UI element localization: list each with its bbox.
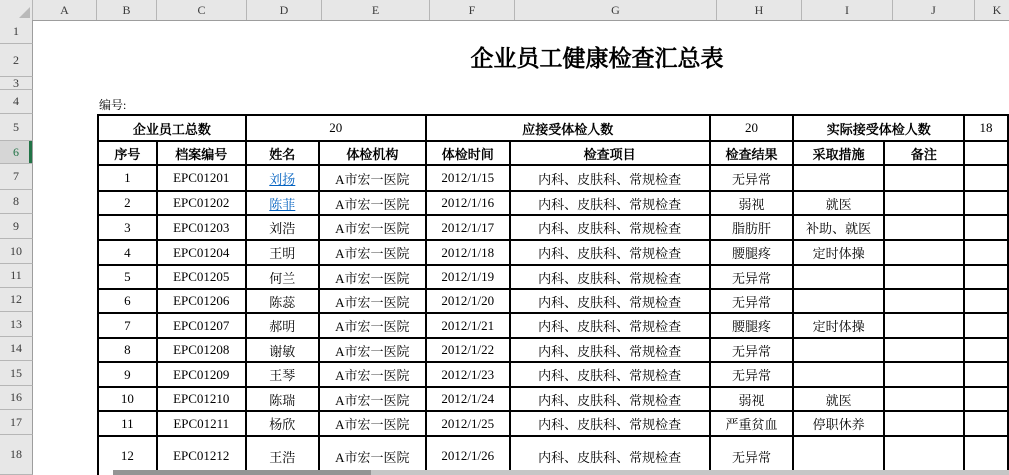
k-column-spacer	[964, 141, 1008, 165]
result-cell[interactable]: 无异常	[710, 265, 794, 289]
employee-name-link[interactable]: 刘扬	[269, 171, 296, 187]
row-header-2[interactable]: 2	[0, 44, 33, 77]
serial-cell[interactable]: 9	[98, 362, 157, 387]
table-header-cell-7[interactable]: 采取措施	[793, 141, 883, 165]
row-header-16[interactable]: 16	[0, 386, 33, 410]
note-cell[interactable]	[884, 265, 964, 289]
result-cell[interactable]: 严重贫血	[710, 411, 794, 436]
date-cell[interactable]: 2012/1/21	[426, 313, 510, 338]
table-row	[98, 215, 1008, 240]
sheet-title[interactable]: 企业员工健康检查汇总表	[470, 46, 724, 71]
k-column-spacer	[964, 411, 1008, 436]
date-cell[interactable]: 2012/1/19	[426, 265, 510, 289]
column-header-C[interactable]: C	[157, 0, 247, 20]
hospital-cell[interactable]: A市宏一医院	[319, 215, 426, 240]
file-no-cell[interactable]: EPC01207	[157, 313, 246, 338]
name-cell[interactable]: 陈瑞	[246, 387, 319, 411]
column-header-I[interactable]: I	[802, 0, 893, 20]
name-cell[interactable]: 陈蕊	[246, 289, 319, 313]
date-cell[interactable]: 2012/1/24	[426, 387, 510, 411]
k-column-spacer	[964, 240, 1008, 265]
measure-cell[interactable]: 停职休养	[793, 411, 883, 436]
k-column-spacer	[964, 165, 1008, 191]
row-header-13[interactable]: 13	[0, 312, 33, 337]
hospital-cell[interactable]: A市宏一医院	[319, 362, 426, 387]
date-cell[interactable]: 2012/1/23	[426, 362, 510, 387]
column-header-D[interactable]: D	[247, 0, 322, 20]
column-header-strip	[0, 0, 1009, 21]
measure-cell[interactable]: 就医	[793, 387, 883, 411]
row-header-11[interactable]: 11	[0, 264, 33, 288]
items-cell[interactable]: 内科、皮肤科、常规检查	[510, 411, 710, 436]
items-cell[interactable]: 内科、皮肤科、常规检查	[510, 362, 710, 387]
hospital-cell[interactable]: A市宏一医院	[319, 165, 426, 191]
file-no-cell[interactable]: EPC01201	[157, 165, 246, 191]
note-cell[interactable]	[884, 191, 964, 215]
hospital-cell[interactable]: A市宏一医院	[319, 265, 426, 289]
items-cell[interactable]: 内科、皮肤科、常规检查	[510, 215, 710, 240]
note-cell[interactable]	[884, 313, 964, 338]
file-no-cell[interactable]: EPC01211	[157, 411, 246, 436]
table-row	[98, 265, 1008, 289]
measure-cell[interactable]: 定时体操	[793, 313, 883, 338]
table-row	[98, 313, 1008, 338]
row-header-15[interactable]: 15	[0, 361, 33, 386]
file-no-cell[interactable]: EPC01206	[157, 289, 246, 313]
table-header-cell-6[interactable]: 检查结果	[710, 141, 794, 165]
k-column-spacer	[964, 338, 1008, 362]
name-cell[interactable]: 王明	[246, 240, 319, 265]
date-cell[interactable]: 2012/1/16	[426, 191, 510, 215]
table-row	[98, 289, 1008, 313]
hospital-cell[interactable]: A市宏一医院	[319, 387, 426, 411]
table-row	[98, 387, 1008, 411]
row-header-5[interactable]: 5	[0, 114, 33, 141]
row-header-12[interactable]: 12	[0, 288, 33, 312]
row-header-7[interactable]: 7	[0, 164, 33, 190]
measure-cell[interactable]: 定时体操	[793, 240, 883, 265]
table-row	[98, 191, 1008, 215]
hospital-cell[interactable]: A市宏一医院	[319, 313, 426, 338]
row-header-strip	[0, 20, 33, 475]
employee-name-link[interactable]: 陈菲	[269, 196, 296, 212]
note-cell[interactable]	[884, 215, 964, 240]
name-cell[interactable]: 何兰	[246, 265, 319, 289]
actual-checkup-value[interactable]: 18	[964, 115, 1008, 141]
table-row	[98, 338, 1008, 362]
total-employees-value[interactable]: 20	[246, 115, 426, 141]
result-cell[interactable]: 腰腿疼	[710, 313, 794, 338]
serial-cell[interactable]: 1	[98, 165, 157, 191]
serial-cell[interactable]: 3	[98, 215, 157, 240]
summary-row	[98, 115, 1008, 141]
row-header-8[interactable]: 8	[0, 190, 33, 214]
name-cell[interactable]	[246, 191, 319, 215]
measure-cell[interactable]	[793, 165, 883, 191]
date-cell[interactable]: 2012/1/17	[426, 215, 510, 240]
horizontal-scrollbar-thumb[interactable]	[113, 470, 371, 475]
hospital-cell[interactable]: A市宏一医院	[319, 289, 426, 313]
table-header-cell-1[interactable]: 档案编号	[157, 141, 246, 165]
note-cell[interactable]	[884, 240, 964, 265]
name-cell[interactable]: 郝明	[246, 313, 319, 338]
select-all-corner[interactable]	[0, 0, 33, 20]
table-row	[98, 165, 1008, 191]
column-header-A[interactable]: A	[33, 0, 97, 20]
row-header-9[interactable]: 9	[0, 214, 33, 239]
result-cell[interactable]: 腰腿疼	[710, 240, 794, 265]
items-cell[interactable]: 内科、皮肤科、常规检查	[510, 436, 710, 475]
total-employees-label[interactable]: 企业员工总数	[98, 115, 246, 141]
note-cell[interactable]	[884, 165, 964, 191]
k-column-spacer	[964, 362, 1008, 387]
table-header-cell-8[interactable]: 备注	[884, 141, 964, 165]
table-header-cell-2[interactable]: 姓名	[246, 141, 319, 165]
code-label[interactable]: 编号:	[99, 98, 127, 112]
table-header-row	[98, 141, 1008, 165]
result-cell[interactable]: 无异常	[710, 338, 794, 362]
k-column-spacer	[964, 215, 1008, 240]
date-cell[interactable]: 2012/1/18	[426, 240, 510, 265]
column-header-J[interactable]: J	[893, 0, 975, 20]
file-no-cell[interactable]: EPC01204	[157, 240, 246, 265]
items-cell[interactable]: 内科、皮肤科、常规检查	[510, 191, 710, 215]
items-cell[interactable]: 内科、皮肤科、常规检查	[510, 387, 710, 411]
k-column-spacer	[964, 387, 1008, 411]
column-header-E[interactable]: E	[322, 0, 430, 20]
date-cell[interactable]: 2012/1/22	[426, 338, 510, 362]
row-header-14[interactable]: 14	[0, 337, 33, 361]
row-header-18[interactable]: 18	[0, 435, 33, 475]
measure-cell[interactable]: 补助、就医	[793, 215, 883, 240]
file-no-cell[interactable]: EPC01202	[157, 191, 246, 215]
file-no-cell[interactable]: EPC01203	[157, 215, 246, 240]
file-no-cell[interactable]: EPC01210	[157, 387, 246, 411]
serial-cell[interactable]: 6	[98, 289, 157, 313]
name-cell[interactable]: 刘浩	[246, 215, 319, 240]
hospital-cell[interactable]: A市宏一医院	[319, 240, 426, 265]
items-cell[interactable]: 内科、皮肤科、常规检查	[510, 289, 710, 313]
hospital-cell[interactable]: A市宏一医院	[319, 411, 426, 436]
serial-cell[interactable]: 12	[98, 436, 157, 475]
column-header-B[interactable]: B	[97, 0, 157, 20]
result-cell[interactable]: 弱视	[710, 387, 794, 411]
row-header-17[interactable]: 17	[0, 410, 33, 435]
row-header-3[interactable]: 3	[0, 77, 33, 90]
k-column-spacer	[964, 191, 1008, 215]
name-cell[interactable]: 谢敏	[246, 338, 319, 362]
note-cell[interactable]	[884, 338, 964, 362]
result-cell[interactable]: 无异常	[710, 165, 794, 191]
serial-cell[interactable]: 10	[98, 387, 157, 411]
result-cell[interactable]: 脂肪肝	[710, 215, 794, 240]
file-no-cell[interactable]: EPC01205	[157, 265, 246, 289]
serial-cell[interactable]: 8	[98, 338, 157, 362]
column-header-K[interactable]: K	[975, 0, 1009, 20]
k-column-spacer	[964, 313, 1008, 338]
file-no-cell[interactable]: EPC01208	[157, 338, 246, 362]
file-no-cell[interactable]: EPC01212	[157, 436, 246, 475]
serial-cell[interactable]: 4	[98, 240, 157, 265]
table-header-cell-0[interactable]: 序号	[98, 141, 157, 165]
table-row	[98, 362, 1008, 387]
items-cell[interactable]: 内科、皮肤科、常规检查	[510, 240, 710, 265]
table-header-cell-5[interactable]: 检查项目	[510, 141, 710, 165]
items-cell[interactable]: 内科、皮肤科、常规检查	[510, 165, 710, 191]
hospital-cell[interactable]: A市宏一医院	[319, 338, 426, 362]
name-cell[interactable]	[246, 165, 319, 191]
table-header-cell-3[interactable]: 体检机构	[319, 141, 426, 165]
column-header-G[interactable]: G	[515, 0, 717, 20]
date-cell[interactable]: 2012/1/26	[426, 436, 510, 475]
row-header-10[interactable]: 10	[0, 239, 33, 264]
serial-cell[interactable]: 5	[98, 265, 157, 289]
name-cell[interactable]: 王琴	[246, 362, 319, 387]
file-no-cell[interactable]: EPC01209	[157, 362, 246, 387]
items-cell[interactable]: 内科、皮肤科、常规检查	[510, 313, 710, 338]
items-cell[interactable]: 内科、皮肤科、常规检查	[510, 338, 710, 362]
select-all-triangle-icon	[19, 7, 30, 18]
date-cell[interactable]: 2012/1/25	[426, 411, 510, 436]
row-header-4[interactable]: 4	[0, 90, 33, 114]
row-header-1[interactable]: 1	[0, 20, 33, 44]
result-cell[interactable]: 弱视	[710, 191, 794, 215]
date-cell[interactable]: 2012/1/20	[426, 289, 510, 313]
note-cell[interactable]	[884, 387, 964, 411]
measure-cell[interactable]	[793, 362, 883, 387]
measure-cell[interactable]	[793, 289, 883, 313]
table-row	[98, 411, 1008, 436]
health-check-table	[97, 114, 1009, 475]
serial-cell[interactable]: 2	[98, 191, 157, 215]
note-cell[interactable]	[884, 289, 964, 313]
column-header-F[interactable]: F	[430, 0, 515, 20]
items-cell[interactable]: 内科、皮肤科、常规检查	[510, 265, 710, 289]
date-cell[interactable]: 2012/1/15	[426, 165, 510, 191]
expected-checkup-label[interactable]: 应接受体检人数	[426, 115, 710, 141]
result-cell[interactable]: 无异常	[710, 436, 794, 475]
table-row	[98, 240, 1008, 265]
hospital-cell[interactable]: A市宏一医院	[319, 191, 426, 215]
measure-cell[interactable]: 就医	[793, 191, 883, 215]
k-column-spacer	[964, 289, 1008, 313]
expected-checkup-value[interactable]: 20	[710, 115, 794, 141]
name-cell[interactable]: 杨欣	[246, 411, 319, 436]
measure-cell[interactable]	[793, 338, 883, 362]
note-cell[interactable]	[884, 362, 964, 387]
result-cell[interactable]: 无异常	[710, 362, 794, 387]
row-header-6[interactable]: 6	[0, 141, 33, 164]
serial-cell[interactable]: 7	[98, 313, 157, 338]
measure-cell[interactable]	[793, 265, 883, 289]
column-header-H[interactable]: H	[717, 0, 802, 20]
table-header-cell-4[interactable]: 体检时间	[426, 141, 510, 165]
name-cell[interactable]: 王浩	[246, 436, 319, 475]
result-cell[interactable]: 无异常	[710, 289, 794, 313]
note-cell[interactable]	[884, 411, 964, 436]
horizontal-scrollbar[interactable]	[113, 470, 1009, 475]
hospital-cell[interactable]: A市宏一医院	[319, 436, 426, 475]
k-column-spacer	[964, 265, 1008, 289]
serial-cell[interactable]: 11	[98, 411, 157, 436]
actual-checkup-label[interactable]: 实际接受体检人数	[793, 115, 964, 141]
